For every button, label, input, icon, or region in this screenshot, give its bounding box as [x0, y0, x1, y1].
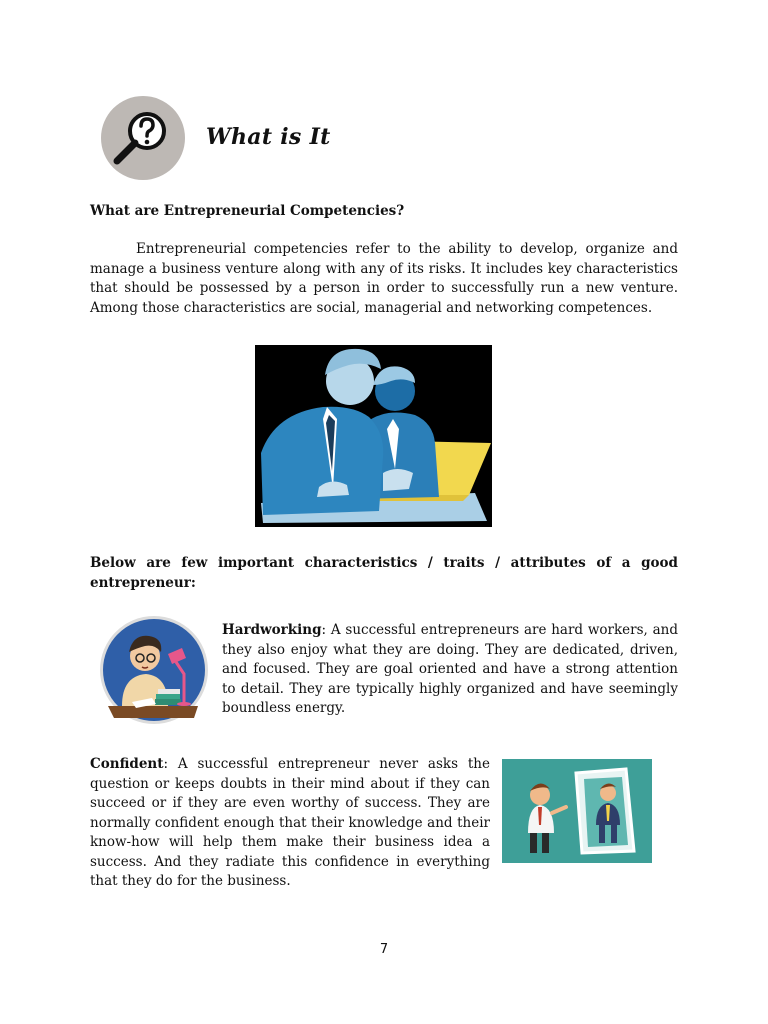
trait-confident-name: Confident — [90, 756, 164, 772]
intro-paragraph — [90, 240, 678, 318]
traits-heading-line2: entrepreneur: — [90, 574, 196, 591]
traits-heading-line1: Below are few important characteristics / traits / attributes of a good — [90, 555, 678, 571]
section-title: What is It — [206, 124, 331, 150]
traits-heading — [90, 554, 678, 593]
student-studying-illustration — [98, 614, 210, 726]
magnifier-question-icon — [100, 95, 186, 181]
intro-text: Entrepreneurial competencies refer to the ability to develop, organize and manage a business venture along with any of its risks. It includes key characteristics that should be possessed by a person in order to successfully run a new venture. Among those characteristics are social, managerial and networking competences. — [90, 241, 678, 316]
trait-confident — [90, 755, 490, 892]
question-heading: What are Entrepreneurial Competencies? — [90, 203, 405, 219]
trait-hardworking — [222, 621, 678, 719]
trait-hardworking-name: Hardworking — [222, 622, 322, 638]
trait-hardworking-description: : A successful entrepreneurs are hard workers, and they also enjoy what they are doing. They are dedicated, driven, and focused. They are goal oriented and have a strong attention to detail. They are typically highly organized and have seemingly boundless energy. — [222, 622, 678, 716]
businessman-mirror-illustration — [502, 759, 652, 863]
businessmen-illustration — [255, 345, 492, 527]
page-number: 7 — [379, 942, 389, 957]
trait-confident-description: : A successful entrepreneur never asks the question or keeps doubts in their mind about if they can succeed or if they are even worthy of success. They are normally confident enough that their knowledge and their know-how will help them make their business idea a success. And they radiate this confidence in everything that they do for the business. — [90, 756, 490, 889]
